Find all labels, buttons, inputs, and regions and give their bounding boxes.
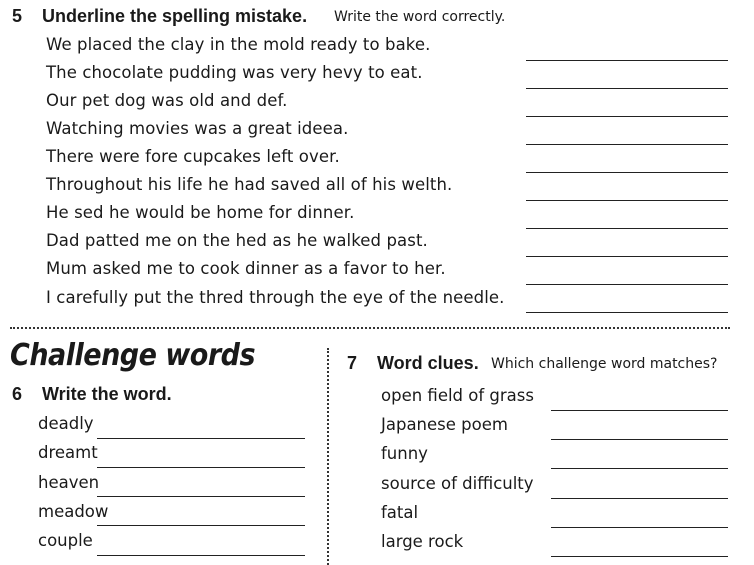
q6-answer-line-3[interactable] bbox=[97, 496, 305, 497]
q5-answer-line-6[interactable] bbox=[526, 200, 728, 201]
q5-answer-line-10[interactable] bbox=[526, 312, 728, 313]
q7-answer-line-6[interactable] bbox=[551, 556, 728, 557]
q5-sentence-10: I carefully put the thred through the eye of the needle. bbox=[46, 288, 505, 307]
q6-answer-line-4[interactable] bbox=[97, 525, 305, 526]
q5-answer-line-9[interactable] bbox=[526, 284, 728, 285]
q5-sentence-2: The chocolate pudding was very hevy to eat. bbox=[46, 63, 423, 82]
q5-sentence-4: Watching movies was a great ideea. bbox=[46, 119, 349, 138]
q5-answer-line-7[interactable] bbox=[526, 228, 728, 229]
q7-answer-line-4[interactable] bbox=[551, 498, 728, 499]
q6-answer-line-1[interactable] bbox=[97, 438, 305, 439]
q5-sentence-6: Throughout his life he had saved all of his welth. bbox=[46, 175, 453, 194]
q7-clue-6: large rock bbox=[381, 532, 464, 551]
q7-clue-1: open field of grass bbox=[381, 386, 534, 405]
q7-clue-2: Japanese poem bbox=[381, 415, 508, 434]
q7-clue-4: source of difficulty bbox=[381, 474, 534, 493]
q5-answer-line-3[interactable] bbox=[526, 116, 728, 117]
q5-sentence-3: Our pet dog was old and def. bbox=[46, 91, 288, 110]
q7-answer-line-1[interactable] bbox=[551, 410, 728, 411]
q5-number: 5 bbox=[12, 6, 23, 26]
q5-title: Underline the spelling mistake. bbox=[42, 6, 308, 26]
challenge-heading: Challenge words bbox=[10, 338, 256, 373]
q6-word-3: heaven bbox=[38, 473, 100, 492]
q7-title: Word clues. bbox=[377, 353, 479, 373]
q5-answer-line-8[interactable] bbox=[526, 256, 728, 257]
q5-sentence-7: He sed he would be home for dinner. bbox=[46, 203, 355, 222]
q7-instruction: Which challenge word matches? bbox=[491, 356, 718, 372]
q5-sentence-8: Dad patted me on the hed as he walked past. bbox=[46, 231, 428, 250]
q5-sentence-1: We placed the clay in the mold ready to bake. bbox=[46, 35, 431, 54]
q7-clue-5: fatal bbox=[381, 503, 419, 522]
q5-answer-line-2[interactable] bbox=[526, 88, 728, 89]
q5-answer-line-5[interactable] bbox=[526, 172, 728, 173]
q5-sentence-5: There were fore cupcakes left over. bbox=[46, 147, 340, 166]
q6-answer-line-2[interactable] bbox=[97, 467, 305, 468]
q5-sentence-9: Mum asked me to cook dinner as a favor to her. bbox=[46, 259, 446, 278]
q5-answer-line-4[interactable] bbox=[526, 144, 728, 145]
q6-word-5: couple bbox=[38, 531, 93, 550]
column-divider bbox=[327, 348, 329, 565]
q7-clue-3: funny bbox=[381, 444, 428, 463]
q5-answer-line-1[interactable] bbox=[526, 60, 728, 61]
q6-word-4: meadow bbox=[38, 502, 109, 521]
q5-instruction: Write the word correctly. bbox=[334, 9, 506, 25]
q6-word-2: dreamt bbox=[38, 443, 98, 462]
q6-word-1: deadly bbox=[38, 414, 94, 433]
q6-answer-line-5[interactable] bbox=[97, 555, 305, 556]
q7-answer-line-3[interactable] bbox=[551, 468, 728, 469]
q6-number: 6 bbox=[12, 384, 23, 404]
section-divider bbox=[10, 327, 730, 329]
q7-answer-line-2[interactable] bbox=[551, 439, 728, 440]
q7-number: 7 bbox=[347, 353, 358, 373]
q6-title: Write the word. bbox=[42, 384, 172, 404]
q7-answer-line-5[interactable] bbox=[551, 527, 728, 528]
